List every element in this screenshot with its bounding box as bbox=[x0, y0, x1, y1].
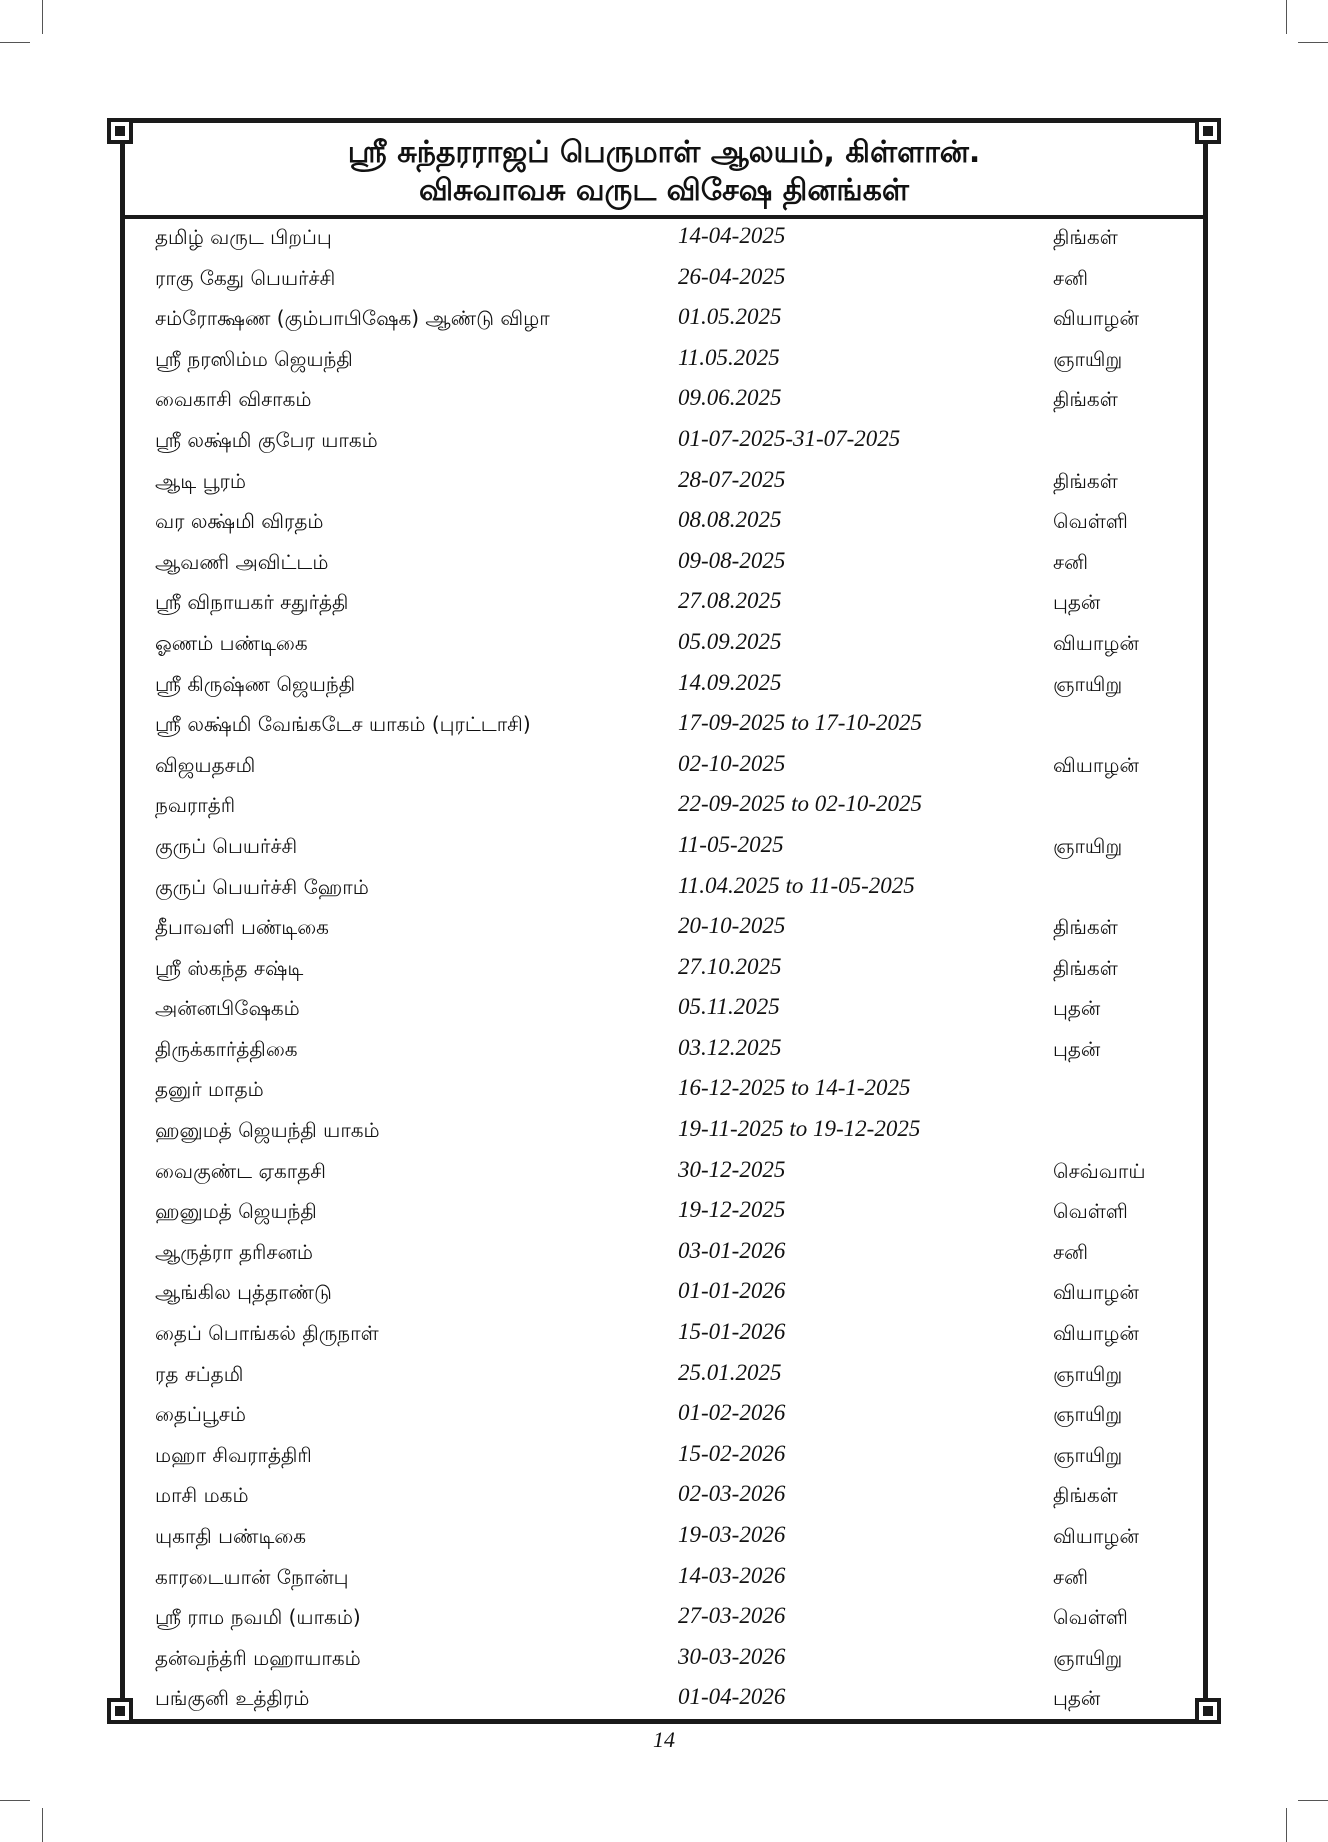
festival-name: விஜயதசமி bbox=[155, 752, 256, 777]
festival-name: ஓணம் பண்டிகை bbox=[155, 630, 308, 655]
festival-date: 30-03-2026 bbox=[678, 1643, 786, 1669]
festival-date: 19-03-2026 bbox=[678, 1522, 786, 1547]
corner-ornament-icon bbox=[1195, 1698, 1221, 1724]
festival-date: 03.12.2025 bbox=[678, 1034, 782, 1060]
festival-row bbox=[125, 1518, 1203, 1559]
festival-day: வியாழன் bbox=[1053, 1280, 1139, 1305]
festival-name: காரடையான் நோன்பு bbox=[155, 1564, 349, 1589]
festival-name: ஸ்ரீ ராம நவமி (யாகம்) bbox=[155, 1605, 361, 1630]
festival-row bbox=[125, 1559, 1203, 1600]
crop-mark bbox=[1286, 0, 1287, 34]
festival-date: 05.11.2025 bbox=[678, 994, 780, 1020]
festival-date: 01-02-2026 bbox=[678, 1400, 786, 1426]
festival-row bbox=[125, 1071, 1203, 1112]
crop-mark bbox=[0, 1800, 30, 1801]
festival-date: 25.01.2025 bbox=[678, 1359, 782, 1385]
festival-date: 27.10.2025 bbox=[678, 953, 782, 979]
festival-name: ரத சப்தமி bbox=[155, 1361, 244, 1386]
festival-name: ஸ்ரீ ஸ்கந்த சஷ்டி bbox=[155, 955, 304, 980]
festival-name: ஹனுமத் ஜெயந்தி bbox=[155, 1199, 317, 1224]
festival-date: 01-07-2025-31-07-2025 bbox=[678, 425, 901, 451]
festival-name: ஆவணி அவிட்டம் bbox=[155, 549, 329, 574]
festival-row bbox=[125, 1193, 1203, 1234]
festival-date: 11.04.2025 to 11-05-2025 bbox=[678, 872, 915, 898]
festival-name: குருப் பெயர்ச்சி bbox=[155, 833, 298, 858]
festival-name: ஸ்ரீ கிருஷ்ண ஜெயந்தி bbox=[155, 671, 356, 696]
festival-name: ராகு கேது பெயர்ச்சி bbox=[155, 265, 336, 290]
festival-day: ஞாயிறு bbox=[1053, 1442, 1123, 1467]
festival-day: புதன் bbox=[1053, 590, 1101, 615]
festival-row bbox=[125, 584, 1203, 625]
festival-name: ஸ்ரீ விநாயகர் சதுர்த்தி bbox=[155, 590, 349, 615]
festival-row bbox=[125, 1640, 1203, 1681]
festival-day: புதன் bbox=[1053, 1036, 1101, 1061]
crop-mark bbox=[1286, 1808, 1287, 1842]
festival-day: வியாழன் bbox=[1053, 630, 1139, 655]
festival-day: ஞாயிறு bbox=[1053, 1402, 1123, 1427]
festival-date: 19-11-2025 to 19-12-2025 bbox=[678, 1116, 921, 1142]
festival-day: சனி bbox=[1053, 265, 1088, 290]
festival-day: வியாழன் bbox=[1053, 752, 1139, 777]
festival-date: 14-03-2026 bbox=[678, 1562, 786, 1588]
festival-date: 15-01-2026 bbox=[678, 1319, 786, 1345]
corner-ornament-icon bbox=[1195, 118, 1221, 144]
festival-row bbox=[125, 747, 1203, 788]
festival-name: குருப் பெயர்ச்சி ஹோம் bbox=[155, 874, 369, 899]
festival-date: 14.09.2025 bbox=[678, 669, 782, 695]
festival-day: வியாழன் bbox=[1053, 1321, 1139, 1346]
corner-ornament-icon bbox=[107, 118, 133, 144]
festival-day: புதன் bbox=[1053, 996, 1101, 1021]
festival-day: திங்கள் bbox=[1053, 1483, 1118, 1508]
festival-row bbox=[125, 260, 1203, 301]
festival-row bbox=[125, 625, 1203, 666]
festival-day: ஞாயிறு bbox=[1053, 346, 1123, 371]
festival-row bbox=[125, 463, 1203, 504]
festival-row bbox=[125, 1680, 1203, 1721]
festival-name: தீபாவளி பண்டிகை bbox=[155, 915, 329, 940]
festival-day: வெள்ளி bbox=[1053, 1605, 1128, 1630]
calendar-subtitle: விசுவாவசு வருட விசேஷ தினங்கள் bbox=[419, 173, 909, 208]
festival-row bbox=[125, 909, 1203, 950]
festival-name: தைப்பூசம் bbox=[155, 1402, 246, 1427]
festival-row bbox=[125, 666, 1203, 707]
festival-date: 11.05.2025 bbox=[678, 344, 780, 370]
festival-list bbox=[125, 219, 1203, 1721]
festival-row bbox=[125, 422, 1203, 463]
festival-day: வியாழன் bbox=[1053, 306, 1139, 331]
festival-row bbox=[125, 1153, 1203, 1194]
festival-name: தன்வந்த்ரி மஹாயாகம் bbox=[155, 1645, 361, 1670]
festival-day: சனி bbox=[1053, 549, 1088, 574]
festival-date: 22-09-2025 to 02-10-2025 bbox=[678, 791, 923, 817]
festival-day: ஞாயிறு bbox=[1053, 1645, 1123, 1670]
festival-day: திங்கள் bbox=[1053, 225, 1118, 249]
festival-day: வியாழன் bbox=[1053, 1524, 1139, 1548]
corner-ornament-icon bbox=[107, 1698, 133, 1724]
festival-name: மஹா சிவராத்திரி bbox=[155, 1442, 312, 1467]
festival-row bbox=[125, 1274, 1203, 1315]
festival-date: 01-01-2026 bbox=[678, 1278, 786, 1304]
festival-day: ஞாயிறு bbox=[1053, 671, 1123, 696]
festival-date: 17-09-2025 to 17-10-2025 bbox=[678, 710, 923, 736]
crop-mark bbox=[1298, 1800, 1328, 1801]
festival-name: வைகாசி விசாகம் bbox=[155, 387, 312, 412]
festival-row bbox=[125, 1437, 1203, 1478]
festival-date: 09.06.2025 bbox=[678, 385, 782, 411]
festival-row bbox=[125, 706, 1203, 747]
festival-name: வர லக்ஷ்மி விரதம் bbox=[155, 509, 324, 534]
festival-date: 19-12-2025 bbox=[678, 1197, 786, 1223]
crop-mark bbox=[42, 1808, 43, 1842]
festival-name: தைப் பொங்கல் திருநாள் bbox=[155, 1321, 379, 1346]
crop-mark bbox=[1298, 42, 1328, 43]
festival-date: 30-12-2025 bbox=[678, 1156, 786, 1182]
festival-day: ஞாயிறு bbox=[1053, 1361, 1123, 1386]
festival-name: மாசி மகம் bbox=[155, 1483, 249, 1508]
festival-row bbox=[125, 1315, 1203, 1356]
festival-row bbox=[125, 503, 1203, 544]
temple-title: ஸ்ரீ சுந்தரராஜப் பெருமாள் ஆலயம், கிள்ளான். bbox=[347, 135, 981, 170]
festival-date: 20-10-2025 bbox=[678, 913, 786, 939]
festival-name: அன்னபிஷேகம் bbox=[155, 996, 300, 1021]
festival-day: திங்கள் bbox=[1053, 468, 1118, 493]
festival-day: திங்கள் bbox=[1053, 387, 1118, 412]
festival-date: 26-04-2025 bbox=[678, 263, 786, 289]
crop-mark bbox=[0, 42, 30, 43]
festival-day: புதன் bbox=[1053, 1686, 1101, 1711]
festival-date: 27.08.2025 bbox=[678, 588, 782, 614]
festival-name: திருக்கார்த்திகை bbox=[155, 1036, 298, 1061]
festival-date: 01-04-2026 bbox=[678, 1684, 786, 1710]
festival-date: 02-10-2025 bbox=[678, 750, 786, 776]
festival-day: ஞாயிறு bbox=[1053, 833, 1123, 858]
festival-row bbox=[125, 990, 1203, 1031]
festival-date: 11-05-2025 bbox=[678, 831, 784, 857]
festival-name: ஆங்கில புத்தாண்டு bbox=[155, 1280, 332, 1305]
festival-name: யுகாதி பண்டிகை bbox=[155, 1524, 307, 1548]
festival-day: சனி bbox=[1053, 1239, 1088, 1264]
festival-name: நவராத்ரி bbox=[155, 793, 236, 818]
festival-name: ஆடி பூரம் bbox=[155, 468, 246, 493]
festival-row bbox=[125, 950, 1203, 991]
festival-row bbox=[125, 1234, 1203, 1275]
festival-name: ஆருத்ரா தரிசனம் bbox=[155, 1239, 313, 1264]
festival-date: 03-01-2026 bbox=[678, 1237, 786, 1263]
festival-name: ஸ்ரீ லக்ஷ்மி குபேர யாகம் bbox=[155, 427, 378, 452]
festival-date: 27-03-2026 bbox=[678, 1603, 786, 1629]
festival-row bbox=[125, 300, 1203, 341]
festival-row bbox=[125, 381, 1203, 422]
festival-date: 28-07-2025 bbox=[678, 466, 786, 492]
festival-day: செவ்வாய் bbox=[1053, 1158, 1146, 1183]
festival-name: ஹனுமத் ஜெயந்தி யாகம் bbox=[155, 1118, 380, 1143]
festival-name: ஸ்ரீ லக்ஷ்மி வேங்கடேச யாகம் (புரட்டாசி) bbox=[155, 712, 531, 737]
festival-date: 15-02-2026 bbox=[678, 1440, 786, 1466]
festival-row bbox=[125, 341, 1203, 382]
festival-date: 09-08-2025 bbox=[678, 547, 786, 573]
festival-date: 16-12-2025 to 14-1-2025 bbox=[678, 1075, 911, 1101]
festival-name: தனுர் மாதம் bbox=[155, 1077, 264, 1102]
festival-date: 02-03-2026 bbox=[678, 1481, 786, 1507]
festival-date: 08.08.2025 bbox=[678, 507, 782, 533]
festival-day: சனி bbox=[1053, 1564, 1088, 1589]
festival-row bbox=[125, 1396, 1203, 1437]
festival-row bbox=[125, 1599, 1203, 1640]
festival-day: வெள்ளி bbox=[1053, 509, 1128, 534]
page-number: 14 bbox=[653, 1727, 675, 1752]
festival-row bbox=[125, 787, 1203, 828]
festival-row bbox=[125, 1356, 1203, 1397]
festival-row bbox=[125, 1031, 1203, 1072]
festival-name: பங்குனி உத்திரம் bbox=[155, 1686, 310, 1711]
festival-row bbox=[125, 544, 1203, 585]
festival-row bbox=[125, 828, 1203, 869]
calendar-header bbox=[125, 123, 1203, 219]
festival-day: திங்கள் bbox=[1053, 915, 1118, 940]
festival-name: வைகுண்ட ஏகாதசி bbox=[155, 1158, 326, 1183]
festival-name: ஸ்ரீ நரஸிம்ம ஜெயந்தி bbox=[155, 346, 353, 371]
calendar-frame bbox=[120, 118, 1208, 1724]
festival-day: வெள்ளி bbox=[1053, 1199, 1128, 1224]
festival-name: தமிழ் வருட பிறப்பு bbox=[155, 225, 332, 249]
festival-date: 01.05.2025 bbox=[678, 304, 782, 330]
festival-name: சம்ரோக்ஷண (கும்பாபிஷேக) ஆண்டு விழா bbox=[155, 306, 550, 331]
crop-mark bbox=[42, 0, 43, 34]
festival-row bbox=[125, 219, 1203, 260]
festival-date: 14-04-2025 bbox=[678, 223, 786, 248]
festival-date: 05.09.2025 bbox=[678, 628, 782, 654]
festival-row bbox=[125, 869, 1203, 910]
festival-row bbox=[125, 1477, 1203, 1518]
festival-day: திங்கள் bbox=[1053, 955, 1118, 980]
festival-row bbox=[125, 1112, 1203, 1153]
